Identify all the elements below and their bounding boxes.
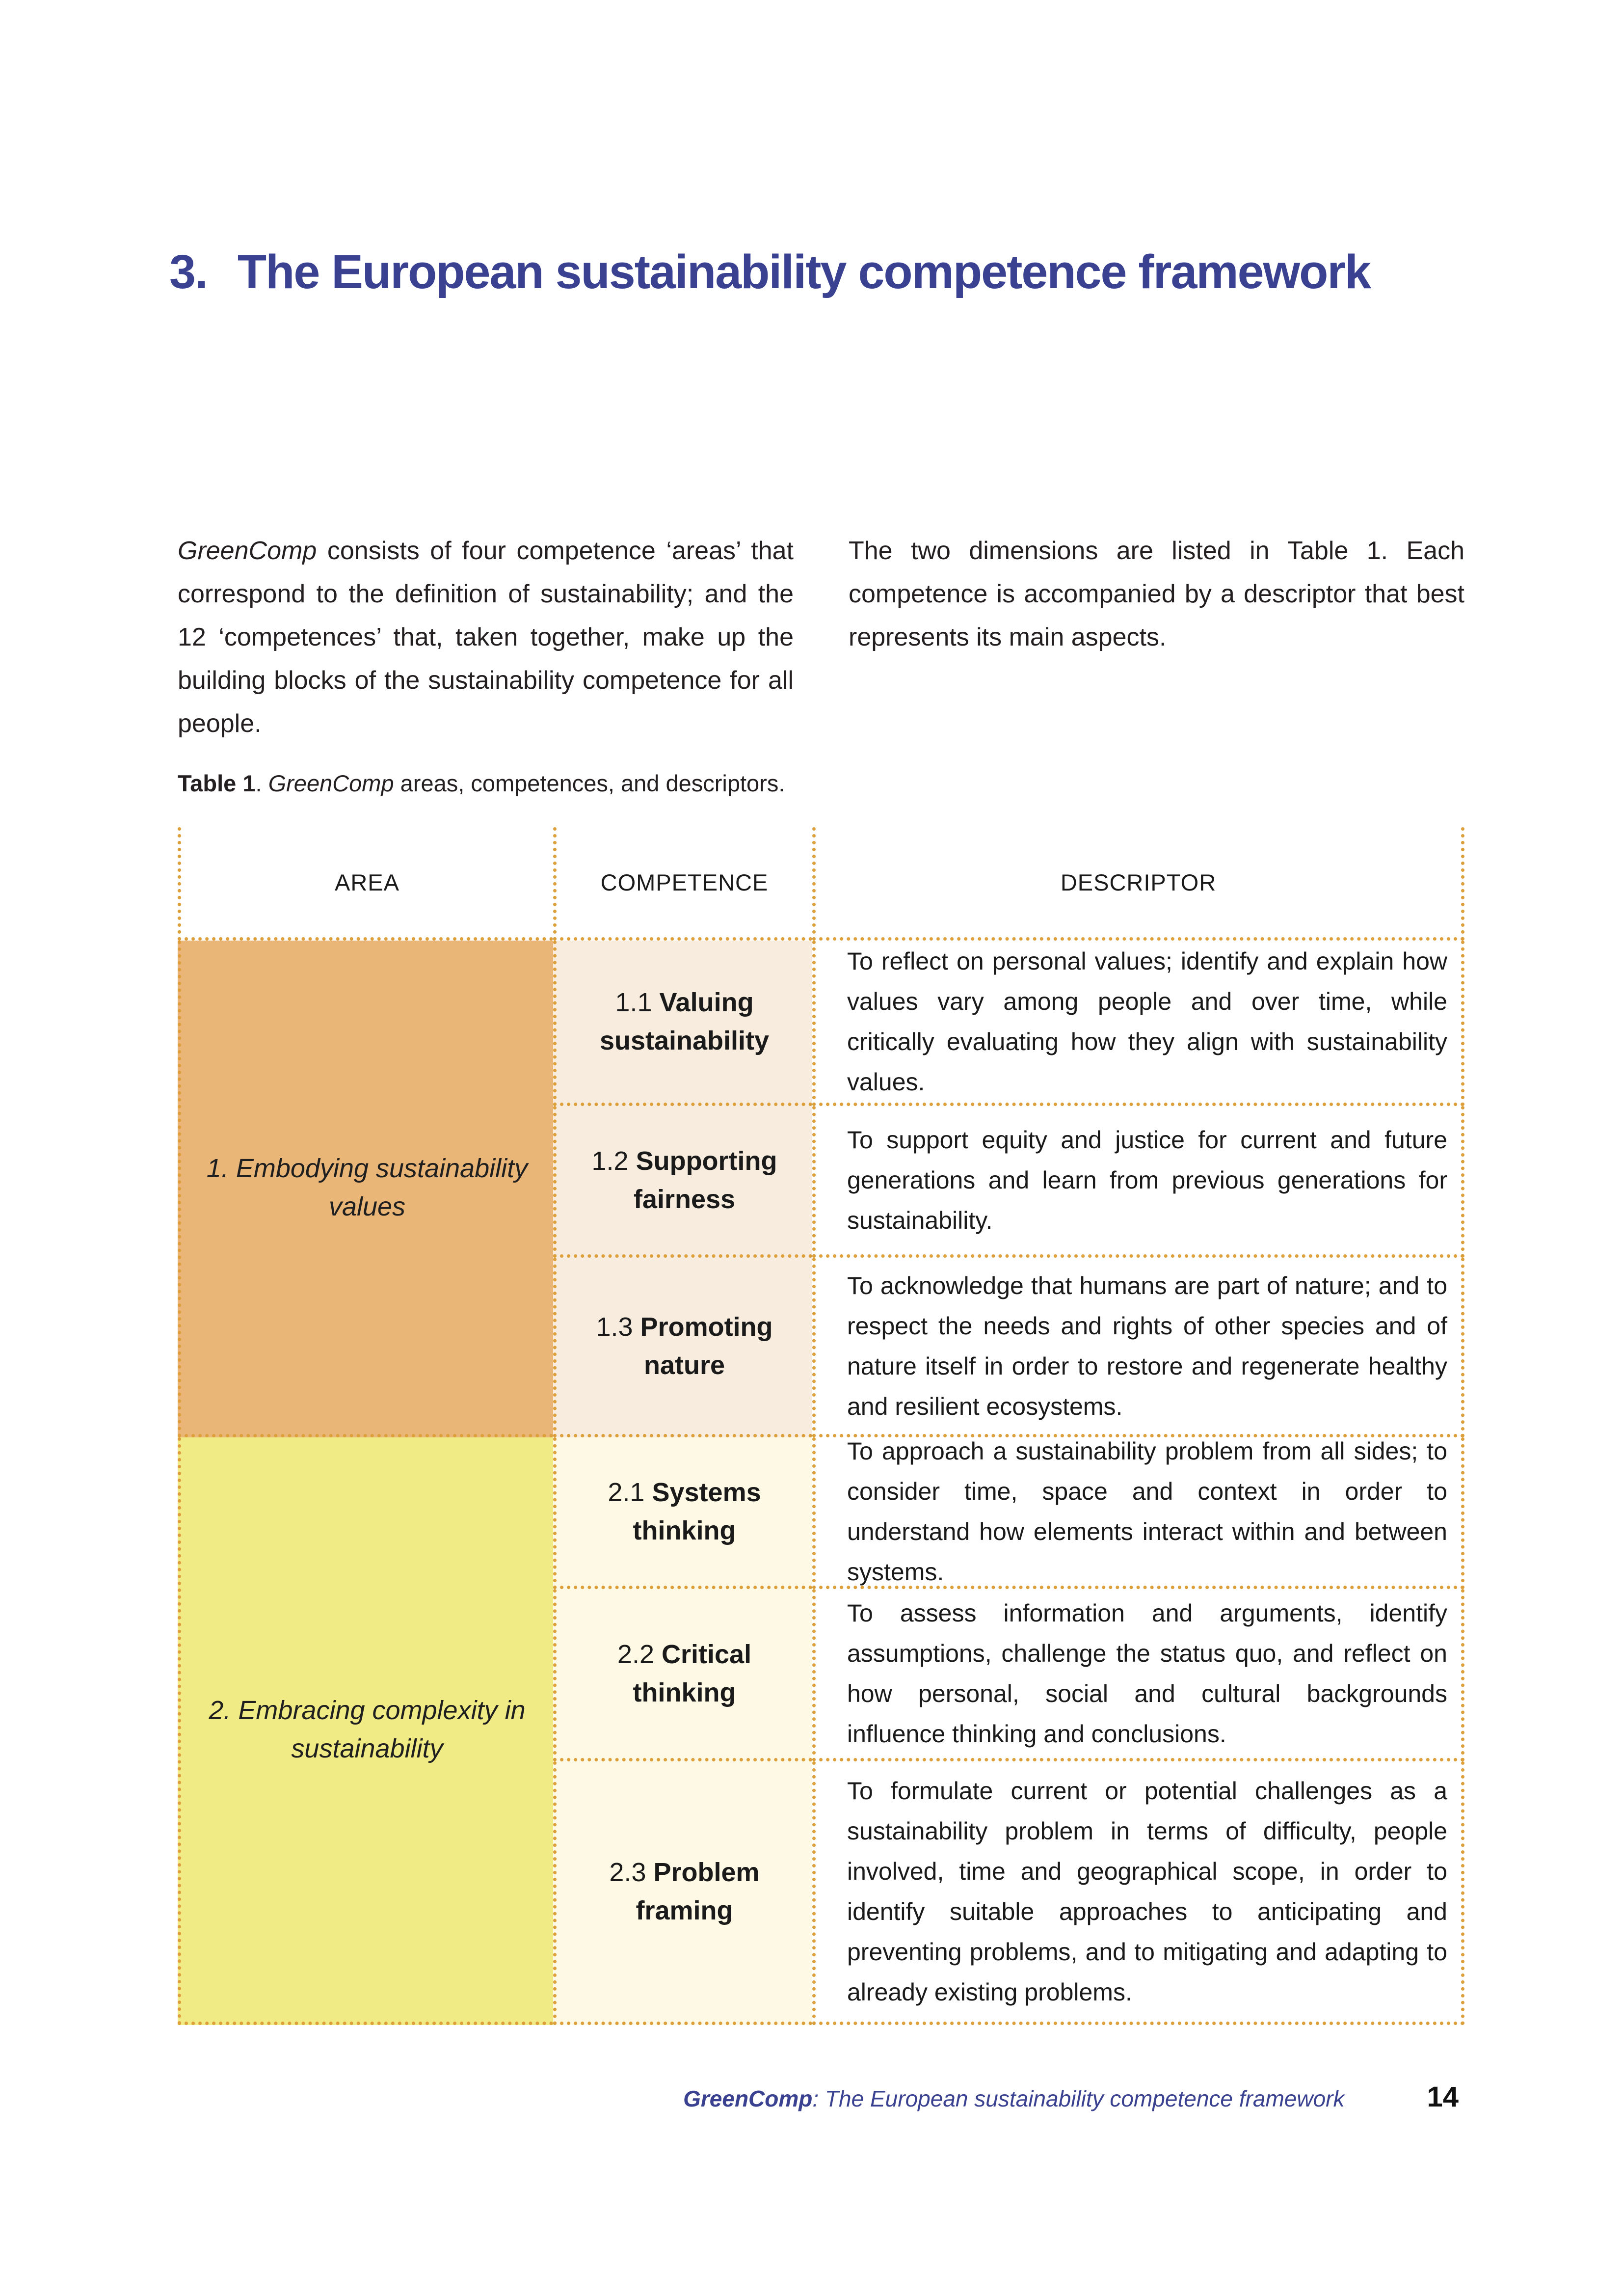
competence-label-2-3: 2.3 Problem framing: [609, 1858, 760, 1925]
brand-name: GreenComp: [683, 2086, 813, 2111]
section-title-text: The European sustainability competence framework: [237, 245, 1371, 298]
competence-label-2-1: 2.1 Systems thinking: [608, 1478, 761, 1545]
competence-cell-1-3: [553, 1258, 812, 1437]
header-cell-descriptor: DESCRIPTOR: [812, 827, 1464, 941]
competence-cell-1-2: [553, 1106, 812, 1258]
competence-label-1-3: 1.3 Promoting nature: [596, 1312, 773, 1380]
competence-label-1-1: 1.1 Valuing sustainability: [599, 988, 770, 1055]
intro-column-left: [178, 529, 794, 745]
intro-column-right: [849, 529, 1464, 745]
area-cell-1: [178, 941, 553, 1437]
competence-label-1-2: 1.2 Supporting fairness: [591, 1146, 777, 1214]
page-number: 14: [1427, 2081, 1459, 2113]
page-footer: [683, 2080, 1459, 2113]
greencomp-table: [178, 827, 1464, 2025]
caption-label: Table 1: [178, 770, 256, 796]
descriptor-cell-2-2: To assess information and arguments, identify assumptions, challenge the status quo, and reflect on how personal, social and cultural backgrounds influence thinking and conclusions.: [812, 1589, 1464, 1761]
page-title: [169, 244, 1370, 299]
competence-label-2-2: 2.2 Critical thinking: [617, 1640, 752, 1707]
section-number: 3.: [169, 245, 207, 298]
descriptor-cell-2-1: To approach a sustainability problem from all sides; to consider time, space and context in order to understand how elements interact within and between systems.: [812, 1437, 1464, 1589]
competence-cell-2-1: [553, 1437, 812, 1589]
brand-name: GreenComp: [178, 537, 317, 565]
table-caption: Table 1. GreenComp areas, competences, and descriptors.: [178, 770, 785, 796]
descriptor-cell-1-1: To reflect on personal values; identify and explain how values vary among people and over time, while critically evaluating how they align with sustainability values.: [812, 941, 1464, 1106]
competence-cell-2-3: [553, 1761, 812, 2025]
competence-cell-1-1: [553, 941, 812, 1106]
descriptor-cell-1-3: To acknowledge that humans are part of nature; and to respect the needs and rights of other species and of nature itself in order to restore and regenerate healthy and resilient ecosystems.: [812, 1258, 1464, 1437]
descriptor-cell-1-2: To support equity and justice for current and future generations and learn from previous generations for sustainability.: [812, 1106, 1464, 1258]
area-label-1: 1. Embodying sustainability values: [206, 1153, 528, 1221]
intro-paragraph-right: The two dimensions are listed in Table 1. Each competence is accompanied by a descriptor that best represents its main aspects.: [849, 537, 1464, 651]
descriptor-cell-2-3: To formulate current or potential challenges as a sustainability problem in terms of difficulty, people involved, time and geographical scope, in order to identify suitable approaches to anticipating and preventing problems, and to mitigating and adapting to already existing problems.: [812, 1761, 1464, 2025]
intro-paragraph-left: GreenComp consists of four competence ‘areas’ that correspond to the definition of sustainability; and the 12 ‘competences’ that, taken together, make up the building blocks of the sustainability competence for all people.: [178, 537, 794, 738]
brand-name: GreenComp: [268, 770, 394, 796]
footer-running-title: GreenComp: The European sustainability competence framework: [683, 2086, 1345, 2111]
header-cell-competence: COMPETENCE: [553, 827, 812, 941]
competence-cell-2-2: [553, 1589, 812, 1761]
area-label-2: 2. Embracing complexity in sustainability: [209, 1696, 526, 1763]
intro-columns: [178, 529, 1464, 745]
area-cell-2: [178, 1437, 553, 2025]
header-cell-area: AREA: [178, 827, 553, 941]
